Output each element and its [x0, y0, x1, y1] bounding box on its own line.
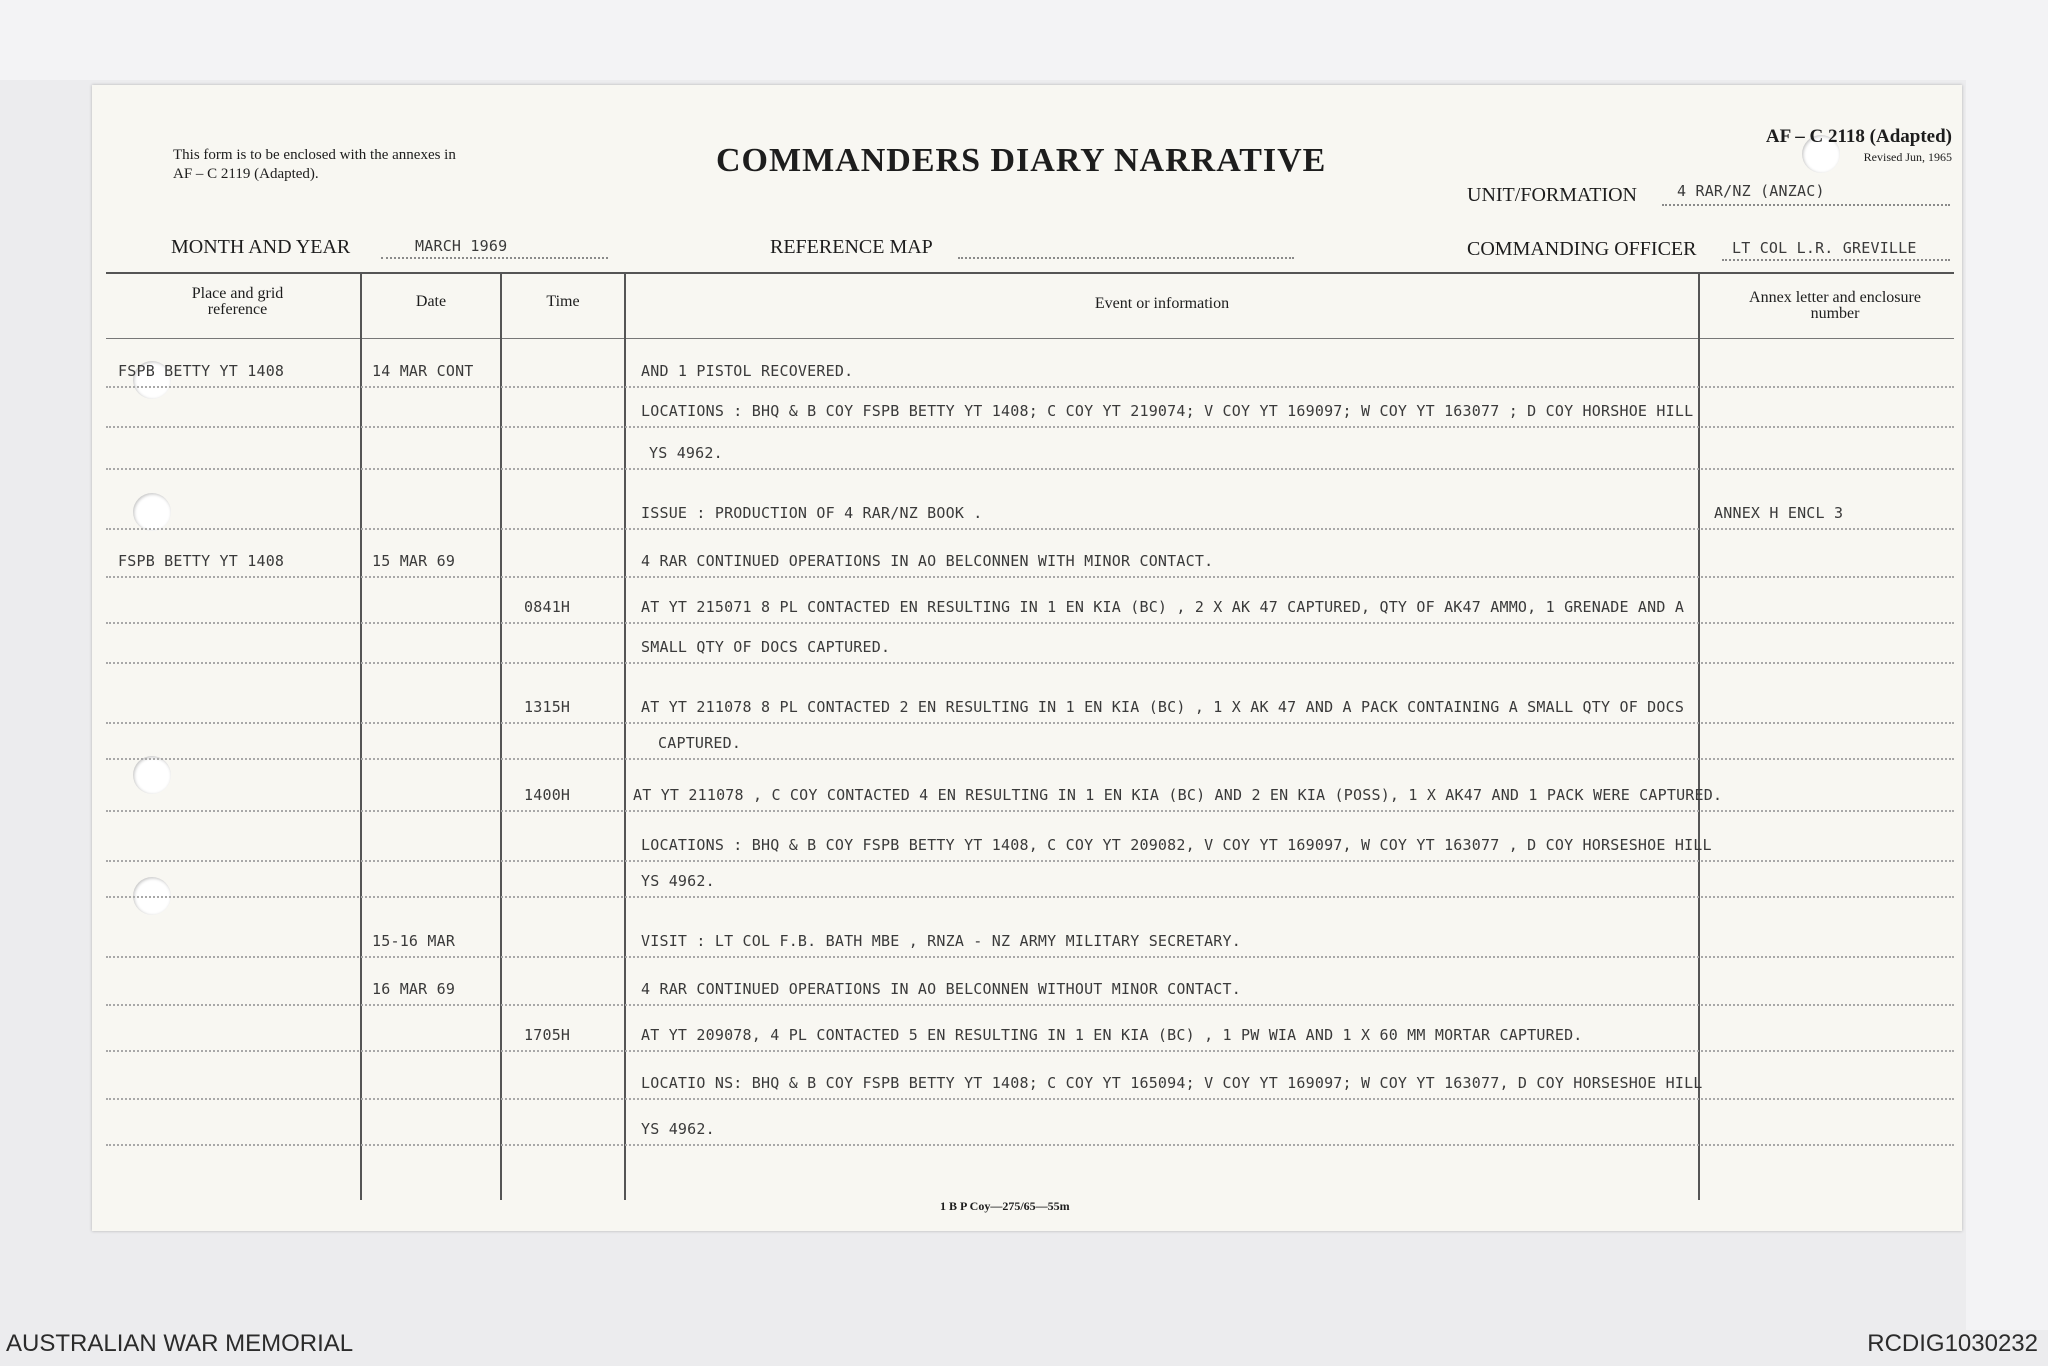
row-rule	[106, 1004, 1954, 1006]
row-rule	[106, 1050, 1954, 1052]
row-rule	[106, 426, 1954, 428]
table-header-rule	[106, 338, 1954, 339]
row-time: 1315H	[524, 698, 571, 716]
row-event: AT YT 211078 , C COY CONTACTED 4 EN RESULTING IN 1 EN KIA (BC) AND 2 EN KIA (POSS), 1 X AK47 AND 1 PACK WERE CAPTURED.	[633, 786, 1723, 804]
reference-map-label: REFERENCE MAP	[770, 236, 933, 258]
row-event: 4 RAR CONTINUED OPERATIONS IN AO BELCONNEN WITHOUT MINOR CONTACT.	[641, 980, 1241, 998]
row-rule	[106, 1144, 1954, 1146]
row-rule	[106, 1098, 1954, 1100]
column-rule	[360, 272, 362, 1200]
row-rule	[106, 860, 1954, 862]
archive-caption-left: AUSTRALIAN WAR MEMORIAL	[6, 1330, 354, 1357]
archive-caption-right: RCDIG1030232	[1867, 1330, 2038, 1357]
row-date: 15 MAR 69	[372, 552, 456, 570]
form-number: AF – C 2118 (Adapted)	[1765, 126, 1952, 147]
column-header-date: Date	[415, 293, 447, 310]
revised-date: Revised Jun, 1965	[1863, 150, 1952, 164]
row-time: 0841H	[524, 598, 571, 616]
unit-formation-label: UNIT/FORMATION	[1467, 184, 1637, 206]
row-event: YS 4962.	[641, 872, 715, 890]
row-rule	[106, 758, 1954, 760]
column-header-place: Place and grid reference	[191, 285, 284, 318]
row-event: SMALL QTY OF DOCS CAPTURED.	[641, 638, 891, 656]
row-rule	[106, 622, 1954, 624]
form-title: COMMANDERS DIARY NARRATIVE	[716, 142, 1327, 179]
background-top	[0, 0, 2048, 80]
row-event: ISSUE : PRODUCTION OF 4 RAR/NZ BOOK .	[641, 504, 983, 522]
row-place: FSPB BETTY YT 1408	[118, 552, 285, 570]
background-right	[1966, 80, 2048, 1330]
month-year-label: MONTH AND YEAR	[171, 236, 351, 258]
row-rule	[106, 662, 1954, 664]
row-rule	[106, 722, 1954, 724]
row-event: AND 1 PISTOL RECOVERED.	[641, 362, 854, 380]
row-event: YS 4962.	[649, 444, 723, 462]
row-event: LOCATIONS : BHQ & B COY FSPB BETTY YT 1408, C COY YT 209082, V COY YT 169097, W COY YT 163077 , D COY HORSESHOE HILL	[641, 836, 1712, 854]
row-rule	[106, 896, 1954, 898]
row-event: AT YT 211078 8 PL CONTACTED 2 EN RESULTING IN 1 EN KIA (BC) , 1 X AK 47 AND A PACK CONTAINING A SMALL QTY OF DOCS	[641, 698, 1685, 716]
commanding-officer-field	[1722, 239, 1950, 261]
row-event: VISIT : LT COL F.B. BATH MBE , RNZA - NZ ARMY MILITARY SECRETARY.	[641, 932, 1241, 950]
commanding-officer-label: COMMANDING OFFICER	[1467, 238, 1697, 260]
row-date: 15-16 MAR	[372, 932, 456, 950]
column-header-annex: Annex letter and enclosure number	[1749, 289, 1921, 322]
reference-map-field	[958, 237, 1294, 259]
table-top-rule	[106, 272, 1954, 274]
row-rule	[106, 956, 1954, 958]
row-event: LOCATIONS : BHQ & B COY FSPB BETTY YT 1408; C COY YT 219074; V COY YT 169097; W COY YT 163077 ; D COY HORSHOE HILL	[641, 402, 1694, 420]
row-place: FSPB BETTY YT 1408	[118, 362, 285, 380]
punch-hole	[133, 756, 171, 794]
unit-formation-value: 4 RAR/NZ (ANZAC)	[1677, 182, 1825, 200]
row-time: 1400H	[524, 786, 571, 804]
row-event: AT YT 215071 8 PL CONTACTED EN RESULTING IN 1 EN KIA (BC) , 2 X AK 47 CAPTURED, QTY OF AK47 AMMO, 1 GRENADE AND A	[641, 598, 1685, 616]
row-event: 4 RAR CONTINUED OPERATIONS IN AO BELCONNEN WITH MINOR CONTACT.	[641, 552, 1214, 570]
commanding-officer-value: LT COL L.R. GREVILLE	[1732, 239, 1917, 257]
column-header-event: Event or information	[1094, 295, 1230, 312]
row-rule	[106, 810, 1954, 812]
row-event: CAPTURED.	[658, 734, 742, 752]
column-rule	[624, 272, 626, 1200]
row-event: AT YT 209078, 4 PL CONTACTED 5 EN RESULTING IN 1 EN KIA (BC) , 1 PW WIA AND 1 X 60 MM MORTAR CAPTURED.	[641, 1026, 1583, 1044]
printer-imprint: 1 B P Coy—275/65—55m	[940, 1199, 1070, 1213]
month-year-field	[381, 237, 608, 259]
row-rule	[106, 386, 1954, 388]
unit-formation-field	[1662, 184, 1950, 206]
column-header-time: Time	[546, 293, 580, 310]
row-event: YS 4962.	[641, 1120, 715, 1138]
row-rule	[106, 528, 1954, 530]
row-time: 1705H	[524, 1026, 571, 1044]
month-year-value: MARCH 1969	[415, 237, 508, 255]
row-rule	[106, 576, 1954, 578]
punch-hole	[133, 493, 171, 531]
row-annex: ANNEX H ENCL 3	[1714, 504, 1844, 522]
column-rule	[500, 272, 502, 1200]
row-event: LOCATIO NS: BHQ & B COY FSPB BETTY YT 1408; C COY YT 165094; V COY YT 169097; W COY YT 163077, D COY HORSESHOE HILL	[641, 1074, 1703, 1092]
column-rule	[1698, 272, 1700, 1200]
enclosure-note: This form is to be enclosed with the annexes in AF – C 2119 (Adapted).	[173, 147, 456, 182]
row-date: 14 MAR CONT	[372, 362, 474, 380]
row-date: 16 MAR 69	[372, 980, 456, 998]
row-rule	[106, 468, 1954, 470]
